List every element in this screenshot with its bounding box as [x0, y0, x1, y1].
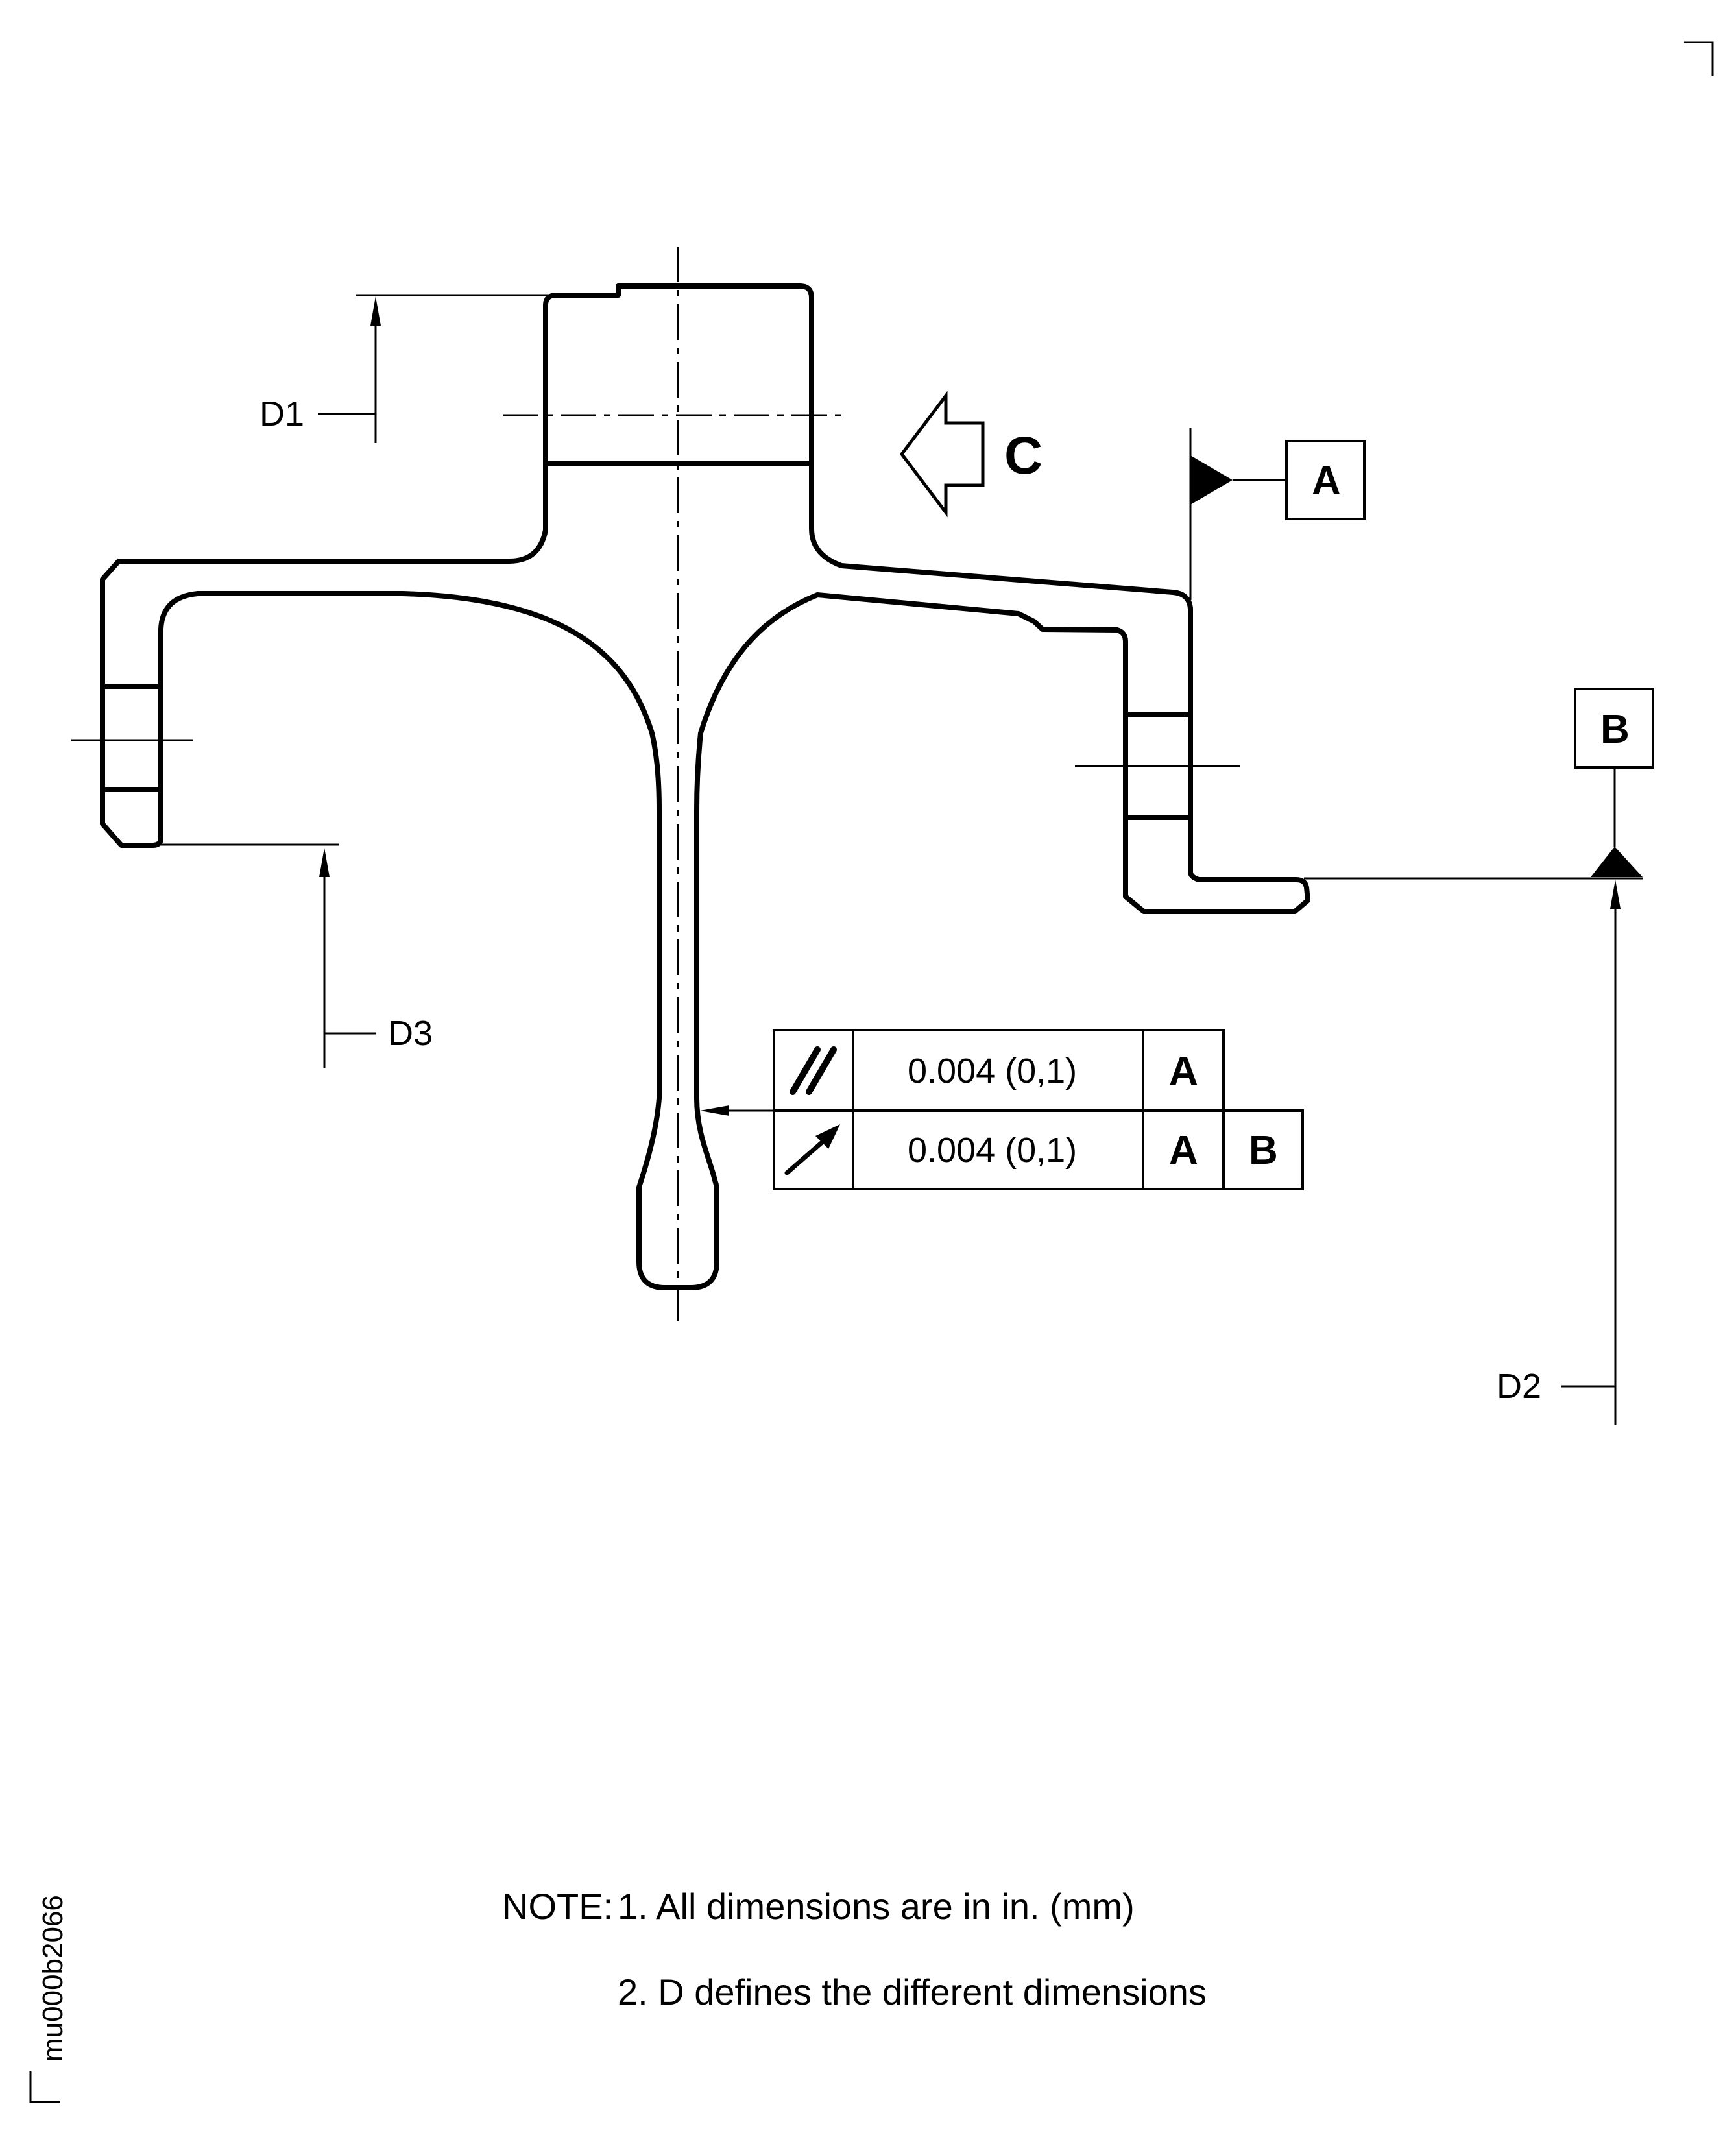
- datum-b-triangle-icon: [1591, 847, 1643, 877]
- view-c-arrow-icon: [902, 396, 983, 512]
- note-prefix: NOTE:: [502, 1886, 614, 1927]
- note-line-2: 2. D defines the different dimensions: [618, 1971, 1207, 2012]
- sheet-corner-mark-bottom-left: [30, 2071, 60, 2102]
- d2-label: D2: [1497, 1367, 1542, 1406]
- fcf-row2-datum-b: B: [1249, 1128, 1278, 1173]
- fcf-row1-datum-a: A: [1169, 1049, 1198, 1094]
- parallelism-symbol-icon: [793, 1050, 834, 1092]
- part-profile-outline: [102, 286, 1308, 1288]
- d1-label: D1: [259, 394, 305, 433]
- document-number: mu000b2066: [37, 1895, 69, 2062]
- sheet-corner-mark-top-right: [1684, 42, 1713, 76]
- d3-arrowhead-icon: [319, 848, 330, 877]
- fcf-row2-tolerance: 0.004 (0,1): [908, 1131, 1078, 1170]
- fcf-row1-tolerance: 0.004 (0,1): [908, 1052, 1078, 1091]
- d2-arrowhead-icon: [1610, 880, 1621, 909]
- note-line-1: 1. All dimensions are in in. (mm): [618, 1886, 1135, 1927]
- datum-a-label: A: [1312, 459, 1341, 503]
- datum-b-label: B: [1600, 707, 1630, 752]
- circular-runout-symbol-icon: [787, 1124, 840, 1173]
- fcf-row2-datum-a: A: [1169, 1128, 1198, 1173]
- view-c-label: C: [1004, 426, 1043, 485]
- d3-label: D3: [388, 1014, 433, 1053]
- d1-arrowhead-icon: [370, 296, 381, 326]
- datum-a-triangle-icon: [1190, 455, 1233, 505]
- fcf-leader-arrowhead-icon: [700, 1105, 729, 1116]
